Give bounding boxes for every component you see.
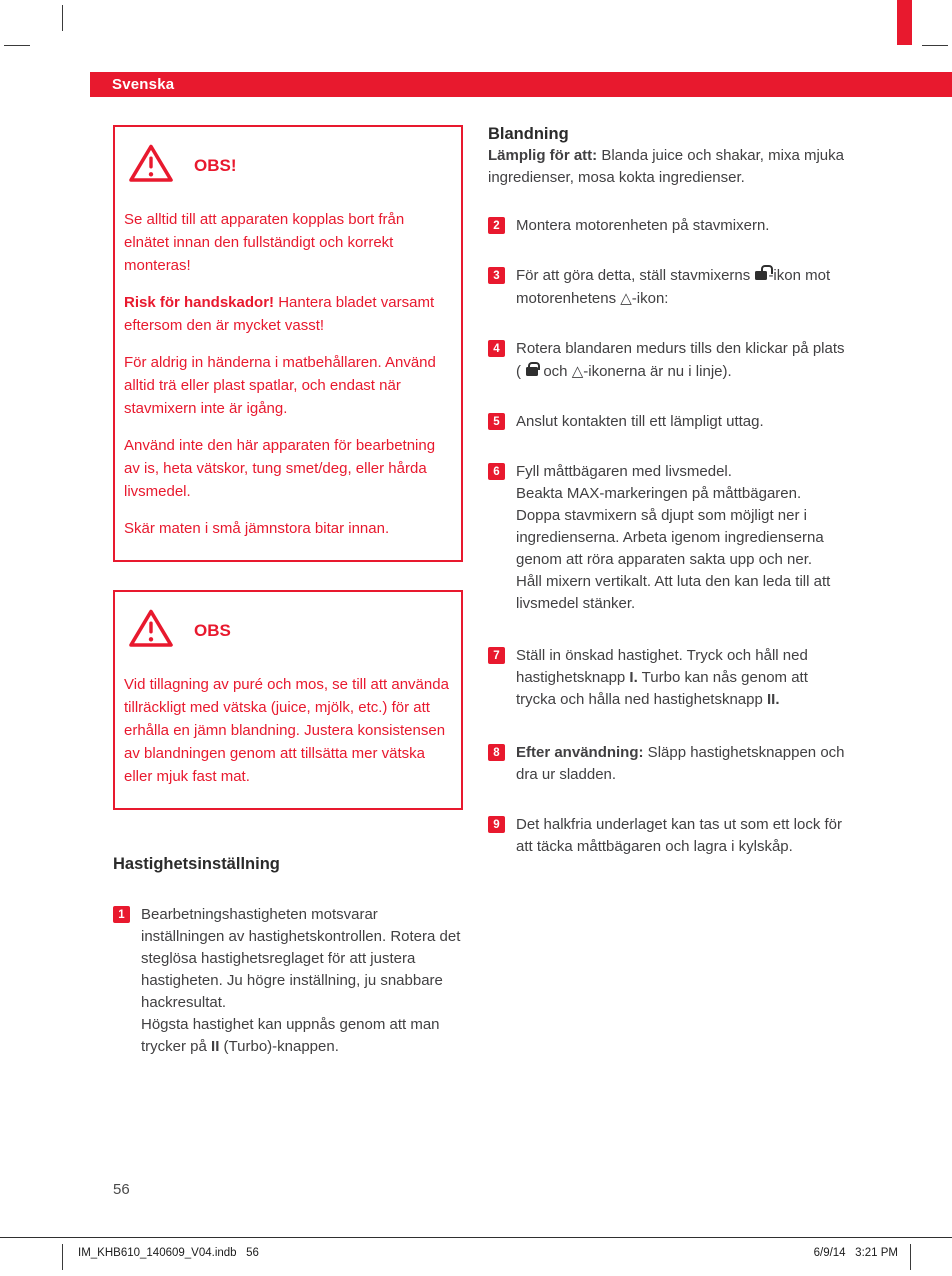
caution-paragraph: Vid tillagning av puré och mos, se till att använda tillräckligt med vätska (juice, mjölk, etc.) för att erhålla en jämn blandning. Justera konsistensen av blandningen genom att tillsätta mer vätska eller mjuk fast mat. [124,676,449,785]
step-text-line: Beakta MAX-markeringen på måttbägaren. [516,485,802,502]
footer-timestamp: 6/9/14 3:21 PM [813,1247,898,1259]
step-text [516,461,848,615]
caution-title: OBS [194,620,231,640]
caution-box-1-header [128,143,449,188]
step-text-part: -ikon mot motorenhetens [516,267,831,307]
step-text-part: Turbo kan nås genom att trycka och hålla ned hastighetsknapp [516,669,808,708]
step-text-line: (Turbo)-knappen. [219,1038,339,1055]
speed-button-2-label: II. [767,691,780,708]
after-use-bold-lead: Efter användning: [516,744,644,761]
step-text-line: Håll mixern vertikalt. Att luta den kan leda till att livsmedel stänker. [516,573,831,612]
step-item-8 [488,742,848,786]
alignment-triangle-icon: △ [620,289,632,307]
step-item-6 [488,461,848,615]
blending-heading: Blandning [488,125,569,143]
speed-button-1-label: I. [629,669,638,686]
blending-intro [488,145,848,189]
open-padlock-icon [755,271,767,280]
step-item-5 [488,411,848,433]
caution-box-2-header [128,608,449,653]
step-item-4 [488,338,848,383]
step-item-2 [488,215,848,237]
left-column [113,125,463,1058]
caution-paragraph: Se alltid till att apparaten kopplas bort från elnätet innan den fullständigt och korrekt monteras! [124,211,405,274]
page-number: 56 [113,1181,130,1198]
caution-paragraph [124,291,449,337]
footer-rule [0,1237,952,1238]
step-text: Det halkfria underlaget kan tas ut som ett lock för att täcka måttbägaren och lagra i kylskåp. [516,816,842,855]
step-text-line: Bearbetningshastigheten motsvarar inställningen av hastighetskontrollen. Rotera det steglösa hastighetsreglaget för att justera hastigheten. Ju högre inställning, ju snabbare hackresultat. [141,906,461,1011]
step-number-badge: 8 [488,744,505,761]
step-number-badge: 7 [488,647,505,664]
footer-filename: IM_KHB610_140609_V04.indb 56 [78,1247,259,1259]
step-text [516,645,848,711]
step-text-part: Rotera blandaren medurs tills den klickar på plats ( [516,340,845,380]
step-text-part: För att göra detta, ställ stavmixerns [516,267,755,284]
language-header-band [90,72,952,97]
step-text-line: Fyll måttbägaren med livsmedel. [516,463,732,480]
crop-mark-top-right-h [922,45,948,46]
step-item-1 [113,904,463,1058]
crop-mark-top-left-h [4,45,30,46]
caution-title: OBS! [194,155,237,175]
caution-paragraph: Skär maten i små jämnstora bitar innan. [124,520,390,537]
caution-box-1 [113,125,463,562]
step-number-badge: 4 [488,340,505,357]
speed-setting-heading: Hastighetsinställning [113,855,280,873]
caution-box-2 [113,590,463,810]
alignment-triangle-icon: △ [571,362,584,380]
step-item-3 [488,265,848,310]
step-text-part: -ikon: [631,290,669,307]
step-number-badge: 5 [488,413,505,430]
step-text [516,265,848,310]
section-color-tab [897,0,912,45]
caution-bold-lead: Risk för handskador! [124,294,275,311]
caution-paragraph-rest: Hantera bladet varsamt eftersom den är mycket vasst! [124,294,435,334]
warning-triangle-icon [128,143,174,188]
step-item-7 [488,645,848,711]
step-text-part: Ställ in önskad hastighet. Tryck och håll ned hastighetsknapp [516,647,808,686]
step-text-line: Doppa stavmixern så djupt som möjligt ner i ingredienserna. Arbeta igenom ingredienserna genom att röra apparaten sakta upp och ner. [516,507,824,568]
crop-mark-bottom-left-v [62,1244,63,1270]
crop-mark-bottom-right-v [910,1244,911,1270]
step-number-badge: 2 [488,217,505,234]
step-text [516,338,848,383]
closed-padlock-icon [526,367,538,376]
right-column [488,125,848,858]
step-number-badge: 1 [113,906,130,923]
step-item-9 [488,814,848,858]
language-title: Svenska [112,76,175,93]
step-text-line: Högsta hastighet kan uppnås genom att man trycker på [141,1016,440,1055]
step-text: Montera motorenheten på stavmixern. [516,217,770,234]
turbo-button-label: II [211,1038,220,1055]
caution-paragraph: För aldrig in händerna i matbehållaren. Använd alltid trä eller plast spatlar, och endast när stavmixern inte är igång. [124,354,436,417]
step-text [516,742,848,786]
step-text-part: och [539,363,572,380]
step-text [141,904,463,1058]
warning-triangle-icon [128,608,174,653]
step-text: Anslut kontakten till ett lämpligt uttag. [516,413,764,430]
caution-paragraph: Använd inte den här apparaten för bearbetning av is, heta vätskor, tung smet/deg, eller hårda livsmedel. [124,437,436,500]
crop-mark-top-left-v [62,5,63,31]
step-text-part: Släpp hastighetsknappen och dra ur sladden. [516,744,845,783]
step-text-part: -ikonerna är nu i linje). [583,363,732,380]
step-number-badge: 3 [488,267,505,284]
intro-bold-lead: Lämplig för att: [488,147,598,164]
step-number-badge: 9 [488,816,505,833]
intro-rest: Blanda juice och shakar, mixa mjuka ingredienser, mosa kokta ingredienser. [488,147,844,186]
step-number-badge: 6 [488,463,505,480]
